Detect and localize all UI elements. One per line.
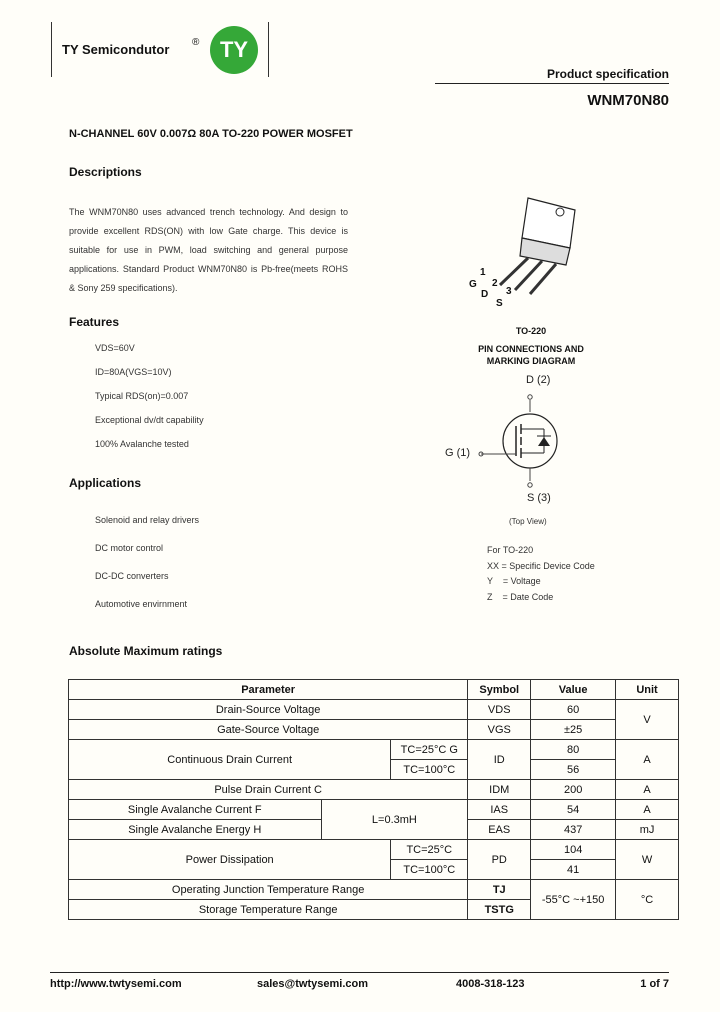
applications-list bbox=[95, 506, 199, 618]
application-item: DC motor control bbox=[95, 543, 164, 553]
footer-phone: 4008-318-123 bbox=[456, 978, 525, 990]
header-rule bbox=[435, 83, 669, 84]
ty-logo: TY bbox=[210, 26, 258, 74]
col-parameter: Parameter bbox=[69, 680, 468, 700]
feature-item: Exceptional dv/dt capability bbox=[95, 415, 204, 425]
symbol-cell: TSTG bbox=[468, 900, 531, 920]
table-row bbox=[69, 740, 679, 760]
table-header-row bbox=[69, 680, 679, 700]
feature-item: 100% Avalanche tested bbox=[95, 439, 189, 449]
unit-cell: A bbox=[616, 800, 679, 820]
value-cell: 56 bbox=[531, 760, 616, 780]
ratings-table bbox=[68, 679, 679, 920]
param-cell: Single Avalanche Current F bbox=[69, 800, 322, 820]
param-cell: Storage Temperature Range bbox=[69, 900, 468, 920]
application-item: Automotive envirnment bbox=[95, 599, 188, 609]
param-cell: Single Avalanche Energy H bbox=[69, 820, 322, 840]
features-heading: Features bbox=[69, 315, 120, 329]
legend-title: For TO-220 bbox=[487, 545, 534, 555]
package-caption-1: TO-220 bbox=[515, 326, 547, 336]
package-caption-3: MARKING DIAGRAM bbox=[486, 356, 576, 366]
unit-cell: W bbox=[616, 840, 679, 880]
pin-label-g: G bbox=[469, 279, 477, 290]
table-row bbox=[69, 880, 679, 900]
ratings-heading: Absolute Maximum ratings bbox=[69, 644, 223, 658]
symbol-cell: VDS bbox=[468, 700, 531, 720]
table-row bbox=[69, 840, 679, 860]
param-cell: Pulse Drain Current C bbox=[69, 780, 468, 800]
footer-rule bbox=[50, 972, 669, 973]
pin-number-2: 2 bbox=[492, 278, 498, 289]
application-item: Solenoid and relay drivers bbox=[95, 515, 200, 525]
value-cell: 104 bbox=[531, 840, 616, 860]
pin-number-3: 3 bbox=[506, 286, 512, 297]
param-cell: Drain-Source Voltage bbox=[69, 700, 468, 720]
applications-heading: Applications bbox=[69, 476, 142, 490]
legend-xx: XX = Specific Device Code bbox=[487, 560, 595, 571]
col-unit: Unit bbox=[616, 680, 679, 700]
condition-cell: TC=100°C bbox=[391, 860, 468, 880]
param-cell: Gate-Source Voltage bbox=[69, 720, 468, 740]
footer-email-link[interactable]: sales@twtysemi.com bbox=[257, 978, 368, 990]
value-cell: 437 bbox=[531, 820, 616, 840]
description-text: The WNM70N80 uses advanced trench technology. And design to provide excellent RDS(ON) with low Gate charge. This device is suitable for use in PWM, load switching and general purpose applications. Standard Product WNM70N80 is Pb-free(meets ROHS & Sony 259 specifications). bbox=[69, 207, 348, 293]
source-label: S (3) bbox=[527, 492, 551, 504]
unit-cell: V bbox=[616, 700, 679, 740]
param-cell: Continuous Drain Current bbox=[69, 740, 391, 780]
product-spec-label: Product specification bbox=[546, 67, 669, 81]
unit-cell: A bbox=[616, 740, 679, 780]
gate-label: G (1) bbox=[445, 447, 471, 459]
value-cell: 41 bbox=[531, 860, 616, 880]
symbol-cell: ID bbox=[468, 740, 531, 780]
unit-cell: A bbox=[616, 780, 679, 800]
condition-cell: TC=25°C bbox=[391, 840, 468, 860]
package-caption-2: PIN CONNECTIONS AND bbox=[478, 344, 584, 354]
param-cell: Operating Junction Temperature Range bbox=[69, 880, 468, 900]
marking-legend bbox=[487, 543, 595, 605]
symbol-cell: TJ bbox=[468, 880, 531, 900]
to220-package-drawing bbox=[470, 190, 600, 315]
table-row bbox=[69, 800, 679, 820]
header-divider-right bbox=[268, 22, 269, 77]
footer-page-number: 1 of 7 bbox=[640, 978, 669, 990]
application-item: DC-DC converters bbox=[95, 571, 169, 581]
condition-cell: L=0.3mH bbox=[321, 800, 468, 840]
feature-item: ID=80A(VGS=10V) bbox=[95, 367, 172, 377]
legend-y: Y = Voltage bbox=[487, 576, 541, 586]
col-symbol: Symbol bbox=[468, 680, 531, 700]
value-cell: 54 bbox=[531, 800, 616, 820]
symbol-cell: PD bbox=[468, 840, 531, 880]
top-view-label: (Top View) bbox=[509, 517, 547, 526]
unit-cell: mJ bbox=[616, 820, 679, 840]
page-subtitle: N-CHANNEL 60V 0.007Ω 80A TO-220 POWER MOSFET bbox=[69, 128, 353, 140]
feature-item: Typical RDS(on)=0.007 bbox=[95, 391, 189, 401]
symbol-cell: IAS bbox=[468, 800, 531, 820]
pin-label-s: S bbox=[496, 298, 503, 309]
legend-z: Z = Date Code bbox=[487, 591, 554, 602]
condition-cell: TC=100°C bbox=[391, 760, 468, 780]
value-cell: 80 bbox=[531, 740, 616, 760]
value-cell: -55°C ~+150 bbox=[531, 880, 616, 920]
pin-label-d: D bbox=[481, 289, 489, 300]
symbol-cell: VGS bbox=[468, 720, 531, 740]
features-list bbox=[95, 343, 204, 463]
header-divider-left bbox=[51, 22, 52, 77]
brand-name: TY Semicondutor bbox=[62, 42, 170, 57]
symbol-cell: IDM bbox=[468, 780, 531, 800]
footer-website-link[interactable]: http://www.twtysemi.com bbox=[50, 978, 182, 990]
mosfet-symbol bbox=[478, 388, 568, 488]
part-number: WNM70N80 bbox=[587, 92, 669, 109]
param-cell: Power Dissipation bbox=[69, 840, 391, 880]
value-cell: 200 bbox=[531, 780, 616, 800]
symbol-cell: EAS bbox=[468, 820, 531, 840]
condition-cell: TC=25°C G bbox=[391, 740, 468, 760]
descriptions-heading: Descriptions bbox=[69, 165, 142, 179]
table-row bbox=[69, 780, 679, 800]
unit-cell: °C bbox=[616, 880, 679, 920]
table-row bbox=[69, 720, 679, 740]
registered-mark: ® bbox=[192, 37, 200, 48]
value-cell: 60 bbox=[531, 700, 616, 720]
table-row bbox=[69, 700, 679, 720]
feature-item: VDS=60V bbox=[95, 343, 135, 353]
drain-label: D (2) bbox=[526, 374, 551, 386]
pin-number-1: 1 bbox=[480, 267, 486, 278]
col-value: Value bbox=[531, 680, 616, 700]
value-cell: ±25 bbox=[531, 720, 616, 740]
